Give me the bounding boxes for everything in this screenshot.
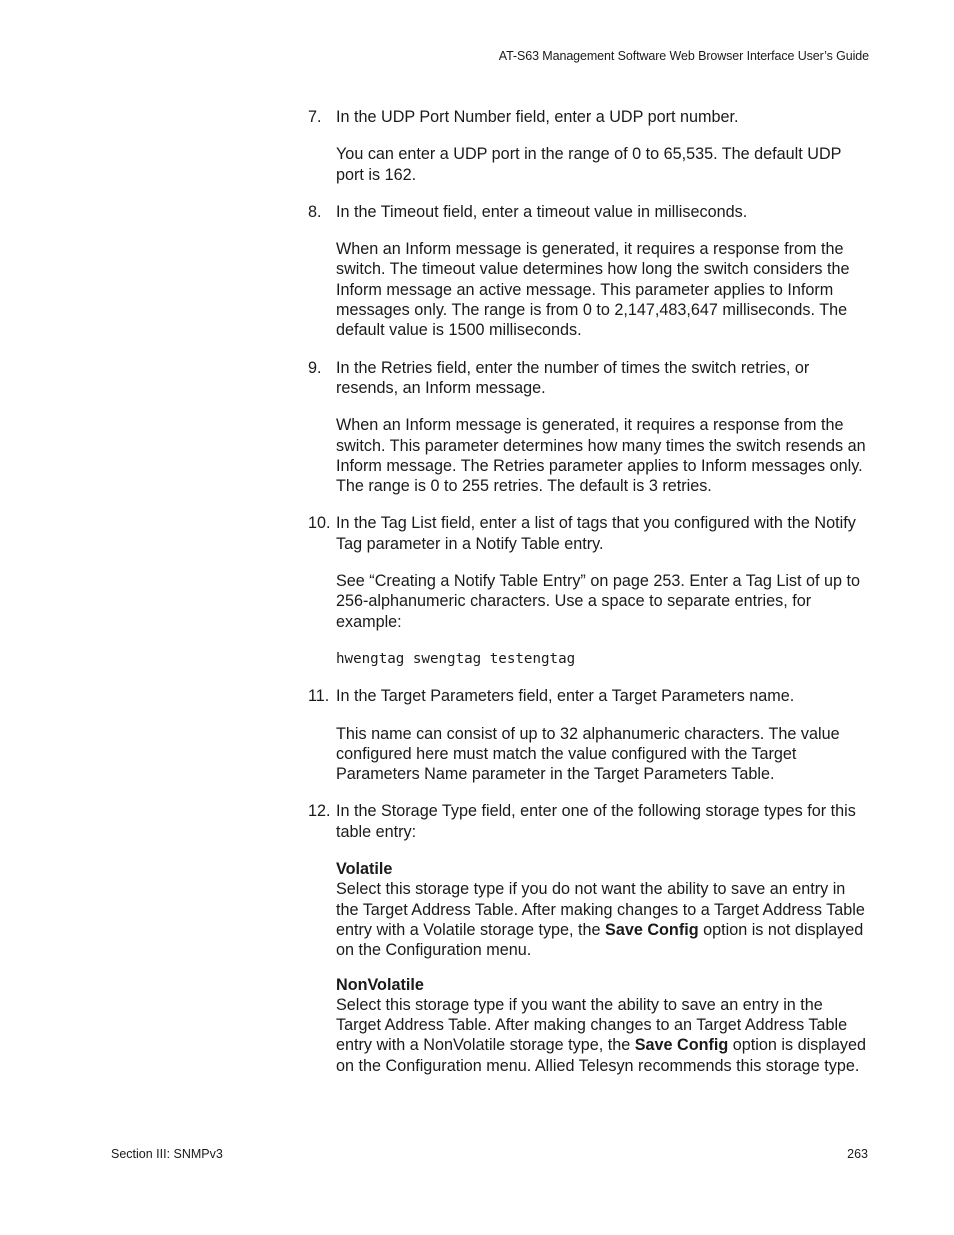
step-12: [308, 801, 870, 842]
step-8: [308, 202, 870, 222]
step-7: [308, 107, 870, 127]
footer-section: Section III: SNMPv3: [111, 1147, 223, 1161]
page-number: 263: [847, 1147, 868, 1161]
step-text: In the Target Parameters field, enter a Target Parameters name.: [336, 687, 795, 706]
step-text: In the UDP Port Number field, enter a UDP port number.: [336, 108, 739, 126]
step-text: In the Tag List field, enter a list of tags that you configured with the Notify Tag parameter in a Notify Table entry.: [336, 514, 856, 553]
storage-type-volatile: [336, 859, 870, 960]
step-9-description: When an Inform message is generated, it requires a response from the switch. This parameter determines how many times the switch resends an Inform message. The Retries parameter applies to Inform messages only. The range is 0 to 255 retries. The default is 3 retries.: [336, 416, 866, 496]
step-number: 8.: [308, 202, 322, 221]
step-text: In the Storage Type field, enter one of the following storage types for this table entry:: [336, 802, 856, 841]
step-text: In the Timeout field, enter a timeout value in milliseconds.: [336, 202, 748, 221]
step-10: [308, 513, 870, 554]
step-7-description: You can enter a UDP port in the range of 0 to 65,535. The default UDP port is 162.: [336, 145, 842, 184]
running-header: AT-S63 Management Software Web Browser Interface User’s Guide: [498, 49, 869, 63]
step-number: 11.: [308, 687, 330, 706]
step-text: In the Retries field, enter the number of times the switch retries, or resends, an Inform message.: [336, 358, 810, 397]
storage-type-nonvolatile: [336, 975, 870, 1076]
step-10-description: See “Creating a Notify Table Entry” on page 253. Enter a Tag List of up to 256-alphanumeric characters. Use a space to separate entries, for example:: [336, 572, 861, 631]
step-11-description: This name can consist of up to 32 alphanumeric characters. The value configured here must match the value configured with the Target Parameters Name parameter in the Target Parameters Table.: [336, 724, 840, 784]
step-number: 7.: [308, 108, 322, 126]
step-number: 10.: [308, 514, 331, 533]
term-heading: Volatile: [336, 860, 393, 879]
step-8-description: When an Inform message is generated, it requires a response from the switch. The timeout value determines how long the switch considers the Inform message an active message. This parameter applies to Inform messages only. The range is from 0 to 2,147,483,647 milliseconds. The default value is 1500 milliseconds.: [336, 240, 850, 340]
step-9: [308, 358, 870, 399]
code-example: hwengtag swengtag testengtag: [336, 650, 576, 667]
ui-label-save-config: Save Config: [605, 920, 699, 939]
step-11: [308, 686, 870, 706]
step-number: 12.: [308, 802, 331, 821]
term-description: Select this storage type if you want the ability to save an entry in the Target Address Table. After making changes to an Target Address Table entry with a NonVolatile storage type, the Save Config option is displayed on the Configuration menu. Allied Telesyn recommends this storage type.: [336, 995, 866, 1075]
main-content: [308, 107, 870, 1090]
term-description: Select this storage type if you do not want the ability to save an entry in the Target Address Table. After making changes to a Target Address Table entry with a Volatile storage type, the Save Config option is not displayed on the Configuration menu.: [336, 880, 865, 960]
ui-label-save-config: Save Config: [634, 1036, 729, 1055]
term-heading: NonVolatile: [336, 975, 424, 994]
step-number: 9.: [308, 358, 322, 377]
